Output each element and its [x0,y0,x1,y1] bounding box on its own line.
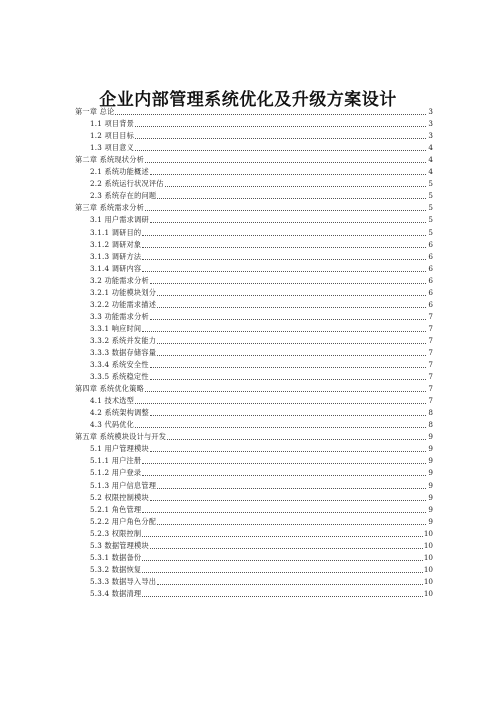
toc-page-number: 5 [428,227,433,237]
toc-dot-leader [150,548,423,549]
toc-dot-leader [142,475,426,476]
toc-section-entry[interactable] [75,118,433,130]
toc-entry-label: 5.2 权限控制模块 [90,492,149,502]
toc-dot-leader [150,379,426,380]
toc-section-entry[interactable] [75,371,433,383]
toc-section-entry[interactable] [75,263,433,275]
toc-dot-leader [142,331,426,332]
toc-page-number: 7 [428,372,433,382]
toc-entry-label: 1.2 项目目标 [90,131,135,141]
toc-page-number: 7 [428,384,433,394]
toc-section-entry[interactable] [75,540,433,552]
toc-page-number: 8 [428,420,433,430]
toc-page-number: 9 [428,504,433,514]
toc-entry-label: 3.3.2 系统并发能力 [90,335,157,345]
toc-section-entry[interactable] [75,455,433,467]
document-title: 企业内部管理系统优化及升级方案设计 [99,90,397,111]
toc-section-entry[interactable] [75,552,433,564]
toc-section-entry[interactable] [75,323,433,335]
toc-chapter-entry[interactable] [75,202,433,214]
toc-page-number: 5 [428,203,433,213]
toc-entry-label: 4.3 代码优化 [90,420,135,430]
toc-section-entry[interactable] [75,443,433,455]
toc-dot-leader [142,572,423,573]
toc-entry-label: 5.2.3 权限控制 [90,528,142,538]
toc-chapter-entry[interactable] [75,106,433,118]
toc-section-entry[interactable] [75,467,433,479]
toc-section-entry[interactable] [75,251,433,263]
toc-page-number: 9 [428,432,433,442]
toc-chapter-entry[interactable] [75,154,433,166]
toc-entry-label: 3.2.2 功能需求描述 [90,299,157,309]
toc-section-entry[interactable] [75,588,433,600]
toc-section-entry[interactable] [75,214,433,226]
toc-section-entry[interactable] [75,226,433,238]
toc-section-entry[interactable] [75,299,433,311]
toc-dot-leader [157,295,426,296]
toc-entry-label: 3.3.4 系统安全性 [90,360,149,370]
toc-page-number: 6 [428,299,433,309]
toc-entry-label: 第四章 系统优化策略 [75,384,144,394]
toc-page-number: 7 [428,335,433,345]
toc-page-number: 5 [428,179,433,189]
toc-page-number: 10 [423,576,433,586]
toc-page-number: 7 [428,360,433,370]
toc-dot-leader [135,150,426,151]
toc-entry-label: 第五章 系统模块设计与开发 [75,432,167,442]
toc-page-number: 5 [428,191,433,201]
toc-dot-leader [157,198,426,199]
toc-page-number: 10 [423,552,433,562]
toc-page-number: 6 [428,239,433,249]
toc-entry-label: 5.3 数据管理模块 [90,540,149,550]
toc-page-number: 9 [428,444,433,454]
toc-dot-leader [135,427,426,428]
toc-section-entry[interactable] [75,178,433,190]
toc-dot-leader [150,174,426,175]
toc-page-number: 7 [428,311,433,321]
toc-dot-leader [142,536,423,537]
toc-dot-leader [145,210,426,211]
toc-page-number: 4 [428,155,433,165]
toc-page-number: 9 [428,516,433,526]
toc-entry-label: 2.2 系统运行状况评估 [90,179,164,189]
toc-entry-label: 3.1 用户需求调研 [90,215,149,225]
toc-page-number: 8 [428,408,433,418]
toc-page-number: 5 [428,215,433,225]
toc-dot-leader [150,319,426,320]
toc-page-number: 3 [428,119,433,129]
toc-chapter-entry[interactable] [75,431,433,443]
toc-page-number: 10 [423,540,433,550]
toc-entry-label: 5.2.1 角色管理 [90,504,142,514]
toc-section-entry[interactable] [75,130,433,142]
toc-page-number: 9 [428,456,433,466]
toc-dot-leader [157,524,426,525]
toc-entry-label: 1.1 项目背景 [90,119,135,129]
toc-dot-leader [150,500,426,501]
toc-page-number: 9 [428,492,433,502]
toc-entry-label: 3.1.1 调研目的 [90,227,142,237]
toc-page-number: 7 [428,323,433,333]
toc-entry-label: 第三章 系统需求分析 [75,203,144,213]
toc-page-number: 6 [428,275,433,285]
toc-section-entry[interactable] [75,479,433,491]
toc-dot-leader [142,596,423,597]
toc-section-entry[interactable] [75,142,433,154]
toc-entry-label: 5.3.4 数据清理 [90,588,142,598]
toc-page-number: 7 [428,396,433,406]
toc-dot-leader [142,235,426,236]
toc-entry-label: 1.3 项目意义 [90,143,135,153]
toc-dot-leader [135,138,426,139]
toc-section-entry[interactable] [75,528,433,540]
toc-chapter-entry[interactable] [75,383,433,395]
toc-dot-leader [135,403,426,404]
toc-entry-label: 3.3.3 数据存储容量 [90,347,157,357]
toc-entry-label: 第二章 系统现状分析 [75,155,144,165]
toc-dot-leader [150,451,426,452]
toc-entry-label: 5.1.2 用户登录 [90,468,142,478]
toc-section-entry[interactable] [75,492,433,504]
toc-entry-label: 5.1.1 用户注册 [90,456,142,466]
toc-section-entry[interactable] [75,335,433,347]
toc-entry-label: 5.3.1 数据备份 [90,552,142,562]
toc-entry-label: 5.2.2 用户角色分配 [90,516,157,526]
toc-page-number: 4 [428,167,433,177]
toc-page-number: 10 [423,528,433,538]
toc-entry-label: 3.2.1 功能模块划分 [90,287,157,297]
toc-dot-leader [157,343,426,344]
toc-dot-leader [150,367,426,368]
toc-page-number: 7 [428,347,433,357]
toc-page-number: 6 [428,263,433,273]
toc-entry-label: 3.1.3 调研方法 [90,251,142,261]
toc-dot-leader [157,488,426,489]
toc-dot-leader [115,114,426,115]
toc-dot-leader [135,126,426,127]
table-of-contents [75,106,433,600]
toc-page-number: 6 [428,287,433,297]
toc-entry-label: 2.3 系统存在的问题 [90,191,157,201]
toc-entry-label: 3.3 功能需求分析 [90,311,149,321]
toc-section-entry[interactable] [75,166,433,178]
toc-section-entry[interactable] [75,239,433,251]
toc-entry-label: 第一章 总论 [75,107,115,117]
toc-dot-leader [167,439,426,440]
toc-entry-label: 3.3.1 响应时间 [90,323,142,333]
toc-section-entry[interactable] [75,275,433,287]
toc-dot-leader [150,222,426,223]
toc-section-entry[interactable] [75,190,433,202]
toc-entry-label: 5.3.3 数据导入导出 [90,576,157,586]
toc-dot-leader [142,560,423,561]
toc-page-number: 6 [428,251,433,261]
toc-entry-label: 5.3.2 数据恢复 [90,564,142,574]
toc-entry-label: 3.1.2 调研对象 [90,239,142,249]
toc-page-number: 9 [428,480,433,490]
toc-entry-label: 2.1 系统功能概述 [90,167,149,177]
toc-section-entry[interactable] [75,504,433,516]
toc-dot-leader [142,512,426,513]
toc-section-entry[interactable] [75,359,433,371]
toc-dot-leader [157,584,423,585]
toc-page-number: 4 [428,143,433,153]
toc-dot-leader [157,307,426,308]
toc-section-entry[interactable] [75,516,433,528]
toc-page-number: 9 [428,468,433,478]
toc-page-number: 10 [423,588,433,598]
toc-dot-leader [142,259,426,260]
toc-dot-leader [157,355,426,356]
toc-entry-label: 5.1 用户管理模块 [90,444,149,454]
toc-section-entry[interactable] [75,407,433,419]
toc-section-entry[interactable] [75,311,433,323]
toc-section-entry[interactable] [75,395,433,407]
toc-entry-label: 5.1.3 用户信息管理 [90,480,157,490]
toc-page-number: 3 [428,107,433,117]
toc-section-entry[interactable] [75,576,433,588]
toc-dot-leader [150,415,426,416]
toc-entry-label: 4.1 技术选型 [90,396,135,406]
toc-dot-leader [142,247,426,248]
toc-dot-leader [165,186,426,187]
toc-dot-leader [145,162,426,163]
toc-entry-label: 3.2 功能需求分析 [90,275,149,285]
toc-page-number: 3 [428,131,433,141]
toc-section-entry[interactable] [75,419,433,431]
toc-page-number: 10 [423,564,433,574]
toc-section-entry[interactable] [75,564,433,576]
toc-dot-leader [142,463,426,464]
toc-section-entry[interactable] [75,347,433,359]
toc-entry-label: 4.2 系统架构调整 [90,408,149,418]
toc-dot-leader [145,391,426,392]
toc-dot-leader [142,271,426,272]
toc-entry-label: 3.1.4 调研内容 [90,263,142,273]
toc-section-entry[interactable] [75,287,433,299]
toc-dot-leader [150,283,426,284]
toc-entry-label: 3.3.5 系统稳定性 [90,372,149,382]
